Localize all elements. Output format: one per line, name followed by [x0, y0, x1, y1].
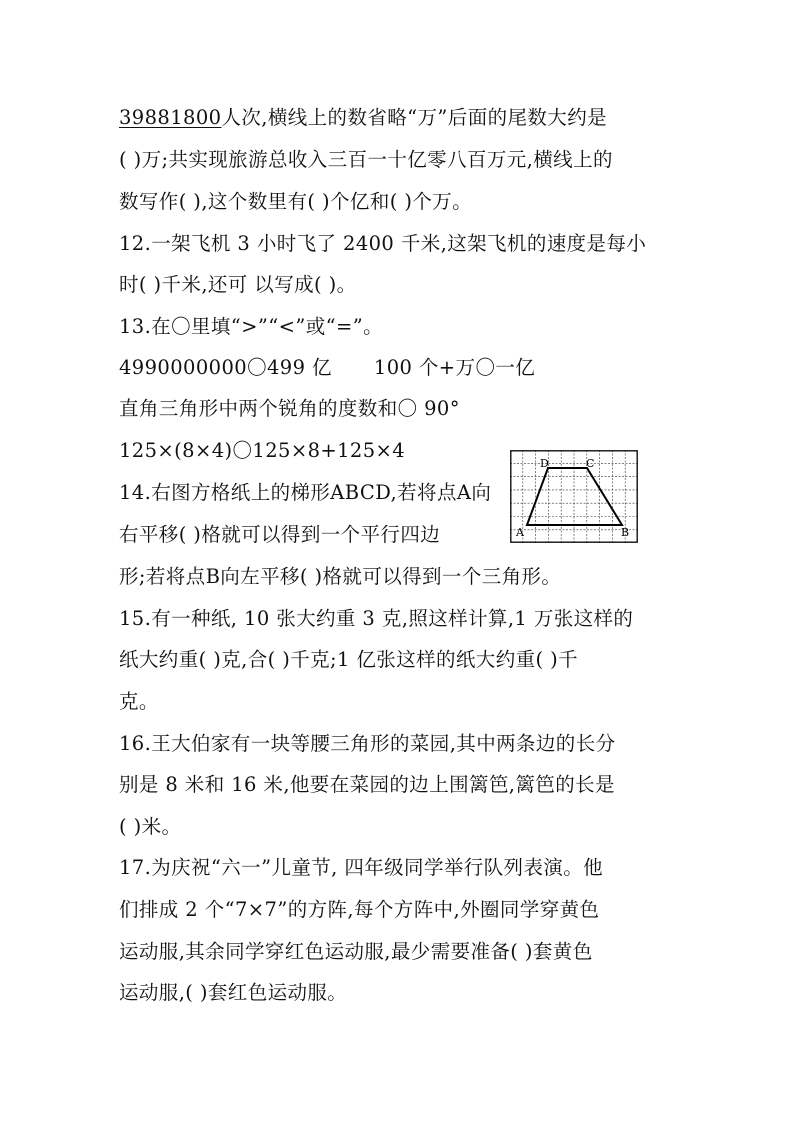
q16-line-2: 别是 8 米和 16 米,他要在菜园的边上围篱笆,篱笆的长是 — [119, 773, 615, 796]
q11-line-3: 数写作( ),这个数里有( )个亿和( )个万。 — [119, 190, 473, 213]
q13-item-b: 100 个+万〇一亿 — [373, 356, 536, 379]
q14-line-1: 14.右图方格纸上的梯形ABCD,若将点A向 — [119, 481, 492, 504]
q11-line-1-rest: 人次,横线上的数省略“万”后面的尾数大约是 — [221, 106, 607, 129]
label-a: A — [516, 526, 524, 539]
q11-underlined-number: 39881800 — [119, 106, 222, 129]
q13-line-1: 13.在〇里填“>”“<”或“=”。 — [119, 315, 384, 338]
trapezoid-grid-figure — [510, 450, 638, 543]
q12-line-1: 12.一架飞机 3 小时飞了 2400 千米,这架飞机的速度是每小 — [119, 232, 647, 255]
q17-line-4: 运动服,( )套红色运动服。 — [119, 981, 348, 1004]
q14-line-2: 右平移( )格就可以得到一个平行四边 — [119, 523, 441, 546]
q13-item-d: 125×(8×4)〇125×8+125×4 — [119, 439, 406, 462]
q14-line-3: 形;若将点B向左平移( )格就可以得到一个三角形。 — [119, 565, 562, 588]
label-c: C — [586, 457, 595, 470]
grid-lines — [510, 450, 638, 543]
q16-line-1: 16.王大伯家有一块等腰三角形的菜园,其中两条边的长分 — [119, 732, 616, 755]
q13-row-1 — [119, 355, 535, 381]
q15-line-1: 15.有一种纸, 10 张大约重 3 克,照这样计算,1 万张这样的 — [119, 607, 634, 630]
q16-line-3: ( )米。 — [119, 815, 182, 838]
q15-line-2: 纸大约重( )克,合( )千克;1 亿张这样的纸大约重( )千 — [119, 648, 579, 671]
q15-line-3: 克。 — [119, 690, 159, 713]
q17-line-1: 17.为庆祝“六一”儿童节, 四年级同学举行队列表演。他 — [119, 856, 604, 879]
label-d: D — [540, 457, 549, 470]
q12-line-2: 时( )千米,还可 以写成( )。 — [119, 273, 357, 296]
q17-line-2: 们排成 2 个“7×7”的方阵,每个方阵中,外圈同学穿黄色 — [119, 898, 600, 921]
q17-line-3: 运动服,其余同学穿红色运动服,最少需要准备( )套黄色 — [119, 940, 593, 963]
q11-line-1 — [119, 105, 607, 131]
q13-item-a: 4990000000〇499 亿 — [119, 356, 332, 379]
label-b: B — [621, 526, 630, 539]
q11-line-2: ( )万;共实现旅游总收入三百一十亿零八百万元,横线上的 — [119, 148, 613, 171]
q13-item-c: 直角三角形中两个锐角的度数和〇 90° — [119, 397, 460, 420]
